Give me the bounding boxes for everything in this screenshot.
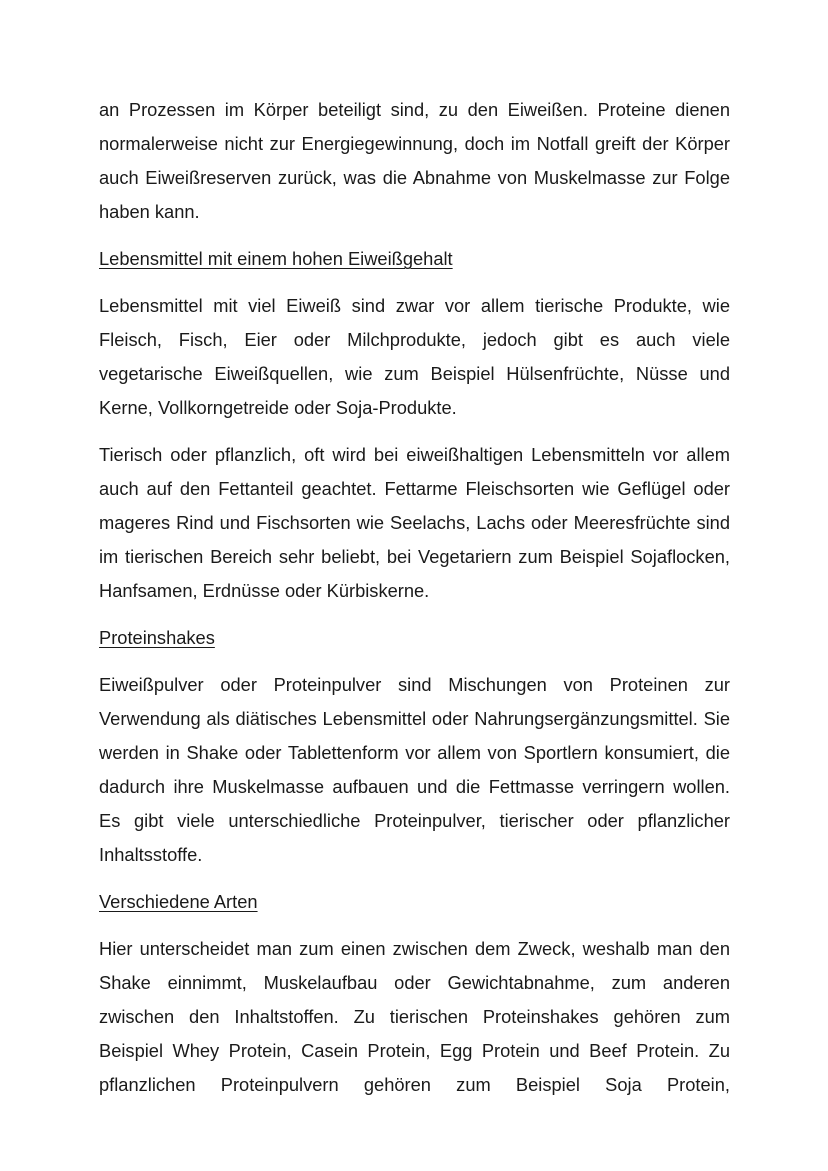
paragraph-arten: Hier unterscheidet man zum einen zwischen dem Zweck, weshalb man den Shake einnimmt, Muskelaufbau oder Gewichtabnahme, zum anderen zwischen den Inhaltstoffen. Zu tierischen Proteinshakes gehören zum Beispiel Whey Protein, Casein Protein, Egg Protein und Beef Protein. Zu pflanzlichen Proteinpulvern gehören zum Beispiel Soja Protein, xyxy=(99,938,730,1095)
section-heading-proteinshakes: Proteinshakes xyxy=(99,627,215,648)
intro-paragraph: an Prozessen im Körper beteiligt sind, zu den Eiweißen. Proteine dienen normalerweise nicht zur Energiegewinnung, doch im Notfall greift der Körper auch Eiweißreserven zurück, was die Abnahme von Muskelmasse zur Folge haben kann. xyxy=(99,99,730,222)
paragraph-fettanteil: Tierisch oder pflanzlich, oft wird bei eiweißhaltigen Lebensmitteln vor allem auch auf den Fettanteil geachtet. Fettarme Fleischsorten wie Geflügel oder mageres Rind und Fischsorten wie Seelachs, Lachs oder Meeresfrüchte sind im tierischen Bereich sehr beliebt, bei Vegetariern zum Beispiel Sojaflocken, Hanfsamen, Erdnüsse oder Kürbiskerne. xyxy=(99,444,730,601)
section-heading-arten: Verschiedene Arten xyxy=(99,891,258,912)
document-page xyxy=(99,93,730,1115)
paragraph-eiweissquellen: Lebensmittel mit viel Eiweiß sind zwar vor allem tierische Produkte, wie Fleisch, Fisch, Eier oder Milchprodukte, jedoch gibt es auch viele vegetarische Eiweißquellen, wie zum Beispiel Hülsenfrüchte, Nüsse und Kerne, Vollkorngetreide oder Soja-Produkte. xyxy=(99,295,730,418)
paragraph-proteinpulver: Eiweißpulver oder Proteinpulver sind Mischungen von Proteinen zur Verwendung als diätisches Lebensmittel oder Nahrungsergänzungsmittel. Sie werden in Shake oder Tablettenform vor allem von Sportlern konsumiert, die dadurch ihre Muskelmasse aufbauen und die Fettmasse verringern wollen. Es gibt viele unterschiedliche Proteinpulver, tierischer oder pflanzlicher Inhaltsstoffe. xyxy=(99,674,730,865)
section-heading-eiweissgehalt: Lebensmittel mit einem hohen Eiweißgehalt xyxy=(99,248,453,269)
